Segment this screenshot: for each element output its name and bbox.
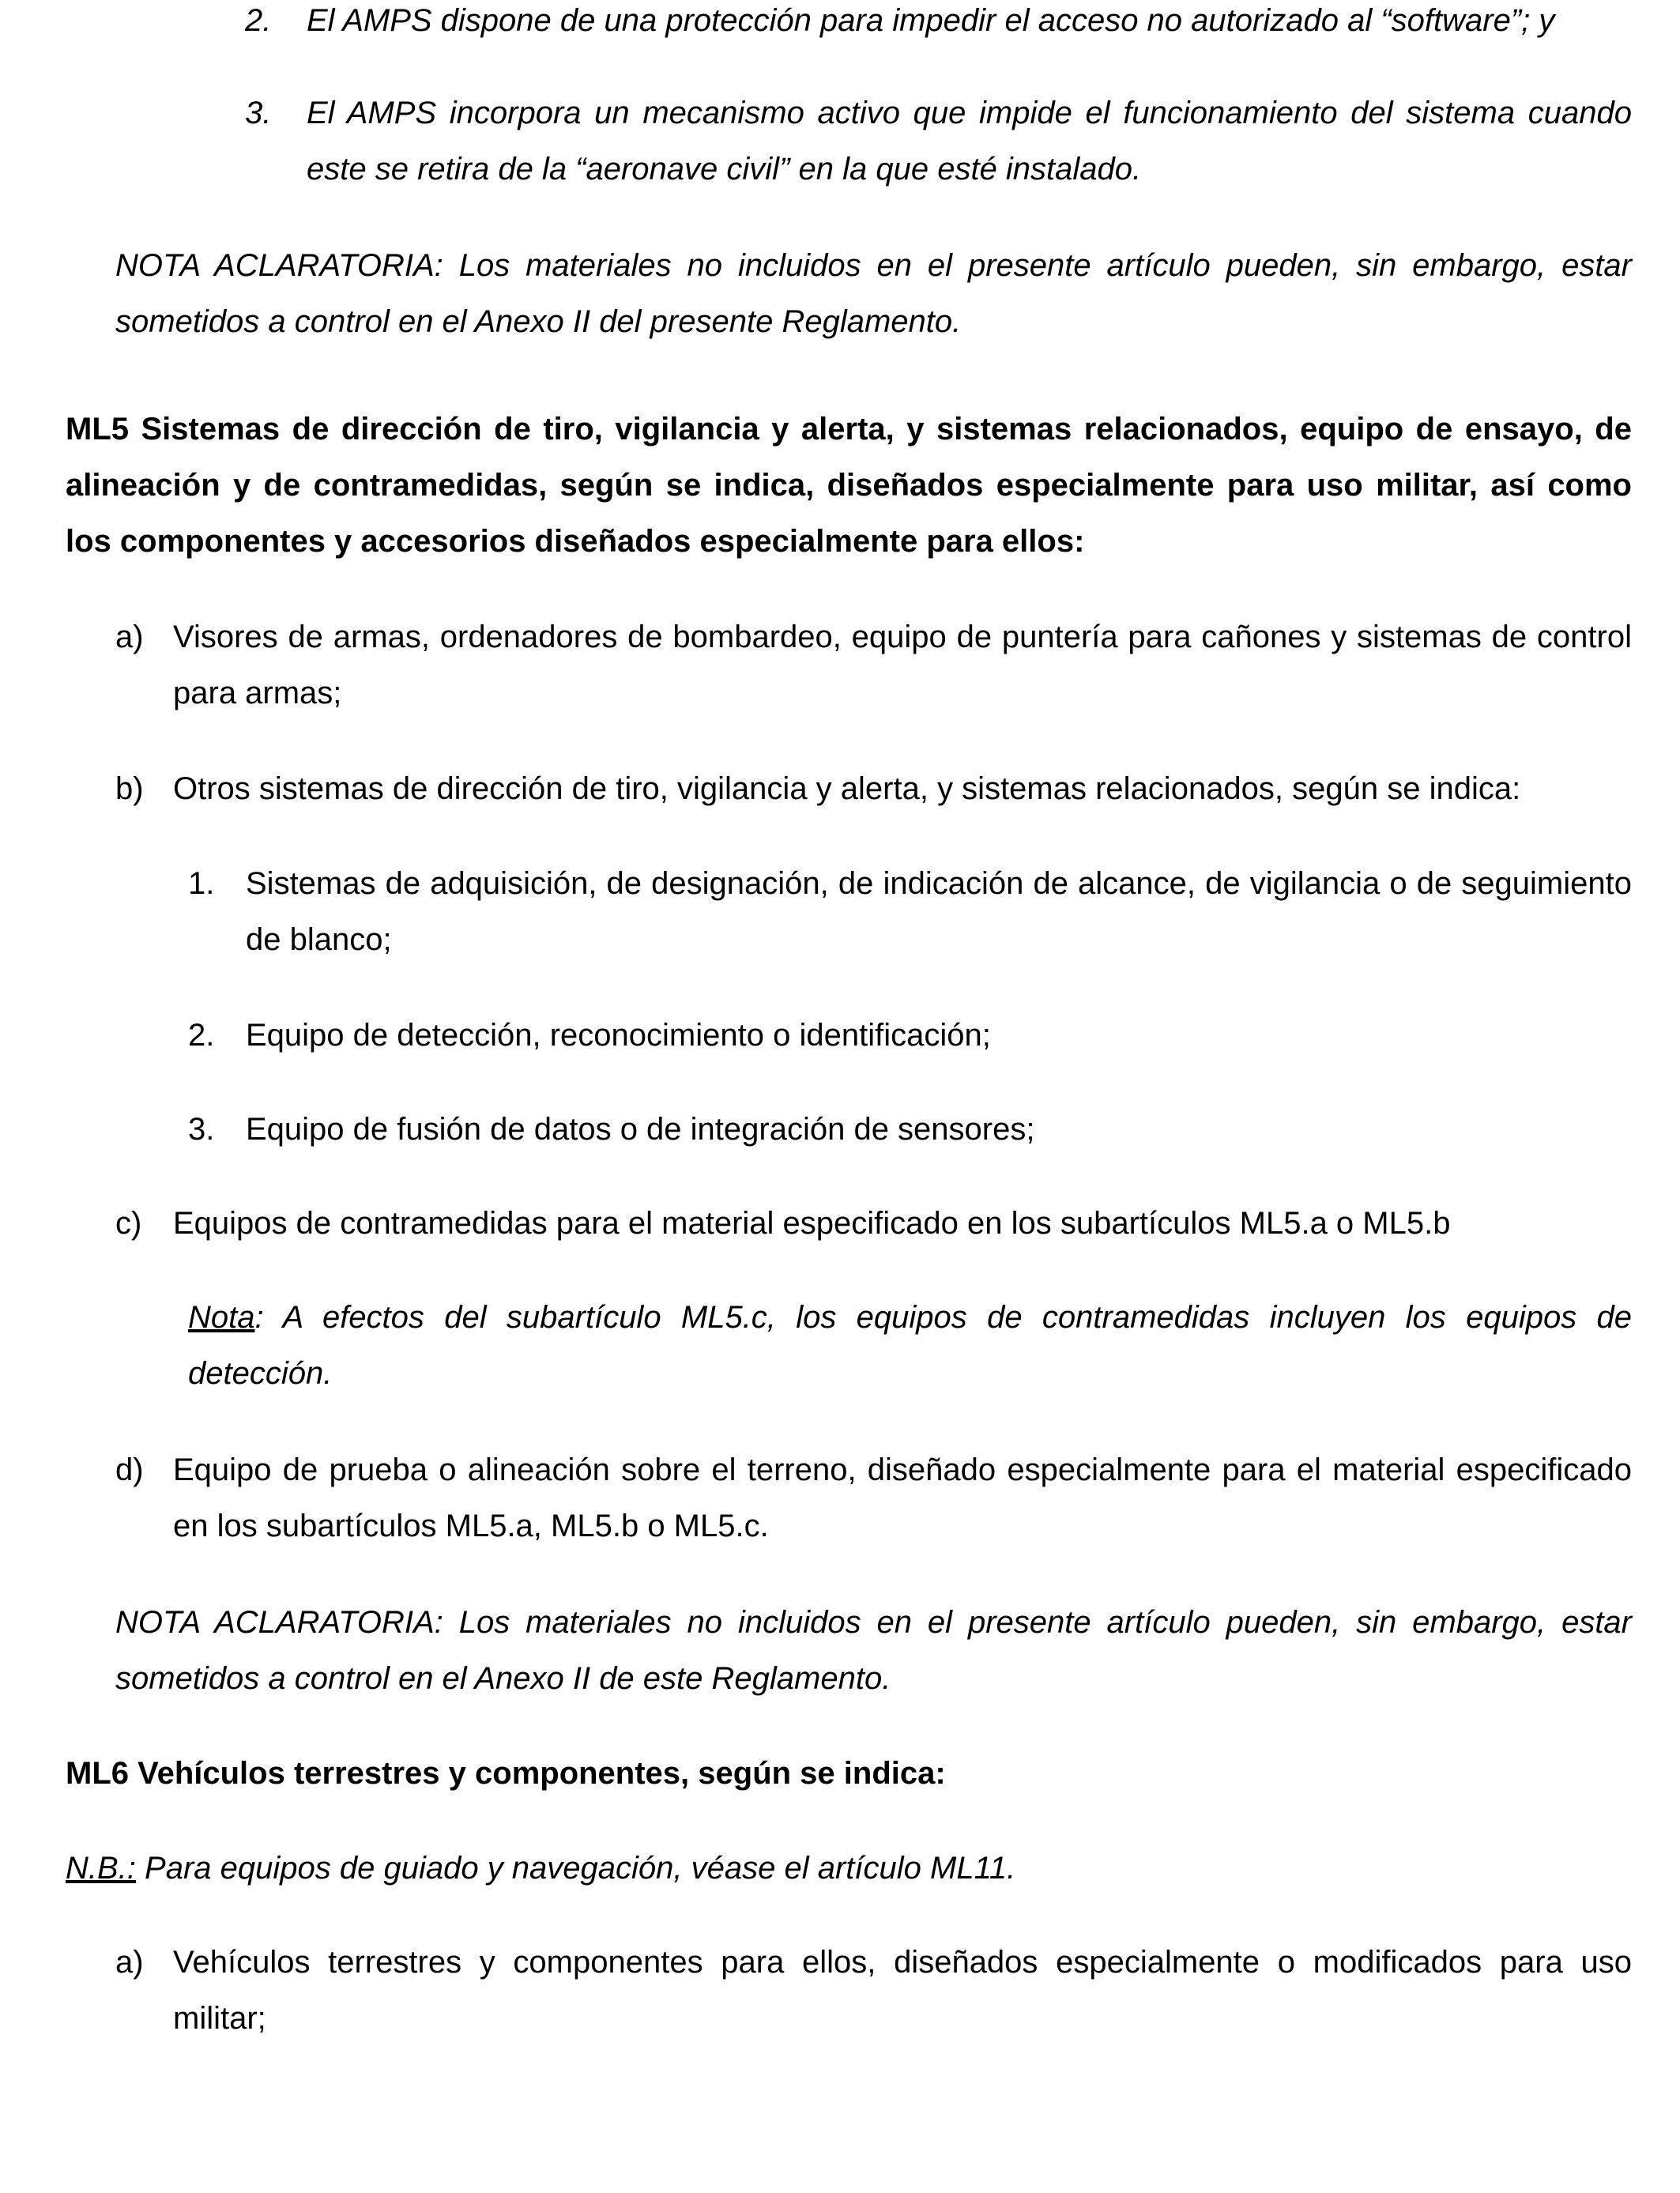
list-item-text: Visores de armas, ordenadores de bombardeo, equipo de puntería para cañones y sistemas de control para armas; [173, 620, 1632, 710]
list-item-amps-3 [245, 85, 1632, 198]
list-item-text: El AMPS dispone de una protección para impedir el acceso no autorizado al “software”; y [307, 3, 1555, 38]
list-marker: d) [115, 1453, 144, 1487]
list-marker: 2. [188, 1018, 215, 1053]
nb-note [66, 1841, 1632, 1897]
list-item-ml6-a [115, 1935, 1632, 2047]
list-item-text: Sistemas de adquisición, de designación, de indicación de alcance, de vigilancia o de seguimiento de blanco; [246, 866, 1632, 957]
list-item-text: Equipo de prueba o alineación sobre el terreno, diseñado especialmente para el material especificado en los subartículos ML5.a, ML5.b o ML5.c. [173, 1453, 1632, 1543]
list-marker: a) [115, 620, 144, 654]
list-item-text: El AMPS incorpora un mecanismo activo que impide el funcionamiento del sistema cuando este se retira de la “aeronave civil” en la que esté instalado. [307, 96, 1632, 187]
list-marker: 2. [245, 3, 272, 38]
list-item-text: Equipo de fusión de datos o de integración de sensores; [246, 1112, 1035, 1147]
list-item-text: Otros sistemas de dirección de tiro, vigilancia y alerta, y sistemas relacionados, según se indica: [173, 771, 1521, 806]
list-marker: 1. [188, 866, 215, 901]
list-marker: a) [115, 1945, 144, 1980]
list-marker: b) [115, 771, 144, 806]
list-item-ml5-a [115, 609, 1632, 722]
list-item-text: Equipos de contramedidas para el material especificado en los subartículos ML5.a o ML5.b [173, 1206, 1451, 1241]
list-item-ml5-d [115, 1442, 1632, 1554]
list-item-ml5-b-1 [188, 856, 1632, 968]
list-item-ml5-c [115, 1196, 1632, 1252]
nota-text: : A efectos del subartículo ML5.c, los equipos de contramedidas incluyen los equipos de detección. [188, 1300, 1632, 1391]
list-marker: 3. [188, 1112, 215, 1147]
list-item-text: Vehículos terrestres y componentes para ellos, diseñados especialmente o modificados para uso militar; [173, 1945, 1632, 2036]
list-item-ml5-b-3 [188, 1102, 1632, 1158]
list-item-text: Equipo de detección, reconocimiento o identificación; [246, 1018, 991, 1053]
nb-text: Para equipos de guiado y navegación, véase el artículo ML11. [135, 1851, 1016, 1886]
nota-aclaratoria: NOTA ACLARATORIA: Los materiales no incluidos en el presente artículo pueden, sin embargo, estar sometidos a control en el Anexo II de este Reglamento. [115, 1605, 1632, 1696]
nota-label: Nota [188, 1300, 255, 1335]
nb-label: N.B.: [66, 1851, 136, 1886]
section-heading-ml5: ML5 Sistemas de dirección de tiro, vigilancia y alerta, y sistemas relacionados, equipo de ensayo, de alineación y de contramedidas, según se indica, diseñados especialmente para uso militar, así como los componentes y accesorios diseñados especialmente para ellos: [66, 412, 1632, 559]
list-item-ml5-b [115, 761, 1632, 817]
list-item-ml5-b-2 [188, 1008, 1632, 1064]
list-marker: 3. [245, 96, 272, 130]
nota-ml5c [188, 1290, 1632, 1402]
section-heading-ml6: ML6 Vehículos terrestres y componentes, según se indica: [66, 1756, 946, 1791]
list-item-amps-2 [245, 0, 1632, 49]
list-marker: c) [115, 1206, 142, 1241]
nota-aclaratoria: NOTA ACLARATORIA: Los materiales no incluidos en el presente artículo pueden, sin embargo, estar sometidos a control en el Anexo II del presente Reglamento. [115, 248, 1632, 339]
